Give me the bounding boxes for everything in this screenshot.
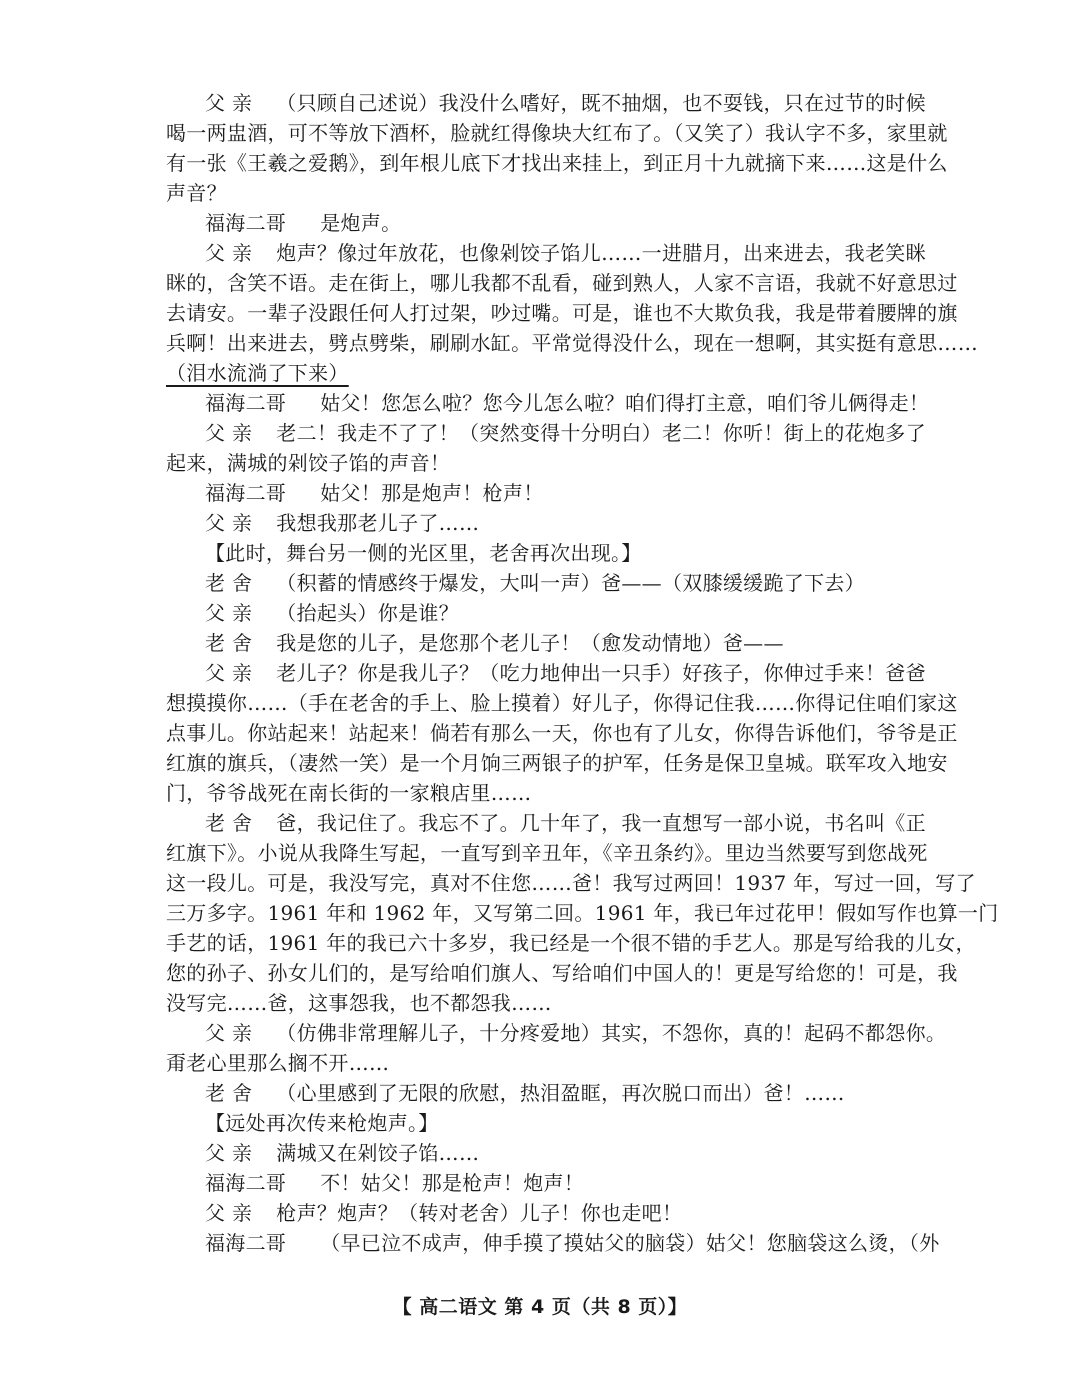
speaker-name: 老 舍: [205, 571, 253, 595]
script-line: [166, 866, 976, 900]
line-text: 【远处再次传来枪炮声。】: [205, 1111, 439, 1135]
speaker-name: 父 亲: [205, 1021, 253, 1045]
script-line: [205, 596, 459, 630]
script-line: [166, 956, 958, 990]
line-text: 有一张《王羲之爱鹅》，到年根儿底下才找出来挂上，到正月十九就摘下来……这是什么: [166, 151, 948, 175]
line-text: 老二！我走不了了！（突然变得十分明白）老二！你听！街上的花炮多了: [276, 421, 926, 445]
script-line: [205, 416, 926, 450]
line-text: 姑父！那是炮声！枪声！: [320, 481, 544, 505]
script-line: [166, 986, 552, 1020]
speaker-name: 父 亲: [205, 241, 253, 265]
line-text: 老儿子？你是我儿子？（吃力地伸出一只手）好孩子，你伸过手来！爸爸: [276, 661, 926, 685]
script-line: [166, 776, 531, 810]
line-text: 门，爷爷战死在南长街的一家粮店里……: [166, 781, 532, 805]
line-text: 三万多字。1961 年和 1962 年，又写第二回。1961 年，我已年过花甲！假如写作也算一门: [166, 901, 999, 925]
line-text: 没写完……爸，这事怨我，也不都怨我……: [166, 991, 552, 1015]
line-text: 我想我那老儿子了……: [276, 511, 480, 535]
stage-direction: [205, 536, 642, 570]
script-line: [166, 296, 958, 330]
line-text: 枪声？炮声？（转对老舍）儿子！你也走吧！: [276, 1201, 683, 1225]
speaker-name: 福海二哥: [205, 1171, 287, 1195]
speaker-name: 父 亲: [205, 91, 253, 115]
line-text: （仿佛非常理解儿子，十分疼爱地）其实，不怨你，真的！起码不都怨你。: [276, 1021, 947, 1045]
script-line: [166, 926, 976, 960]
speaker-name: 父 亲: [205, 1141, 253, 1165]
line-text: 爸，我记住了。我忘不了。几十年了，我一直想写一部小说，书名叫《正: [276, 811, 926, 835]
script-line: [166, 716, 958, 750]
speaker-name: 福海二哥: [205, 391, 287, 415]
script-line: [205, 626, 784, 660]
line-text: 点事儿。你站起来！站起来！倘若有那么一天，你也有了儿女，你得告诉他们，爷爷是正: [166, 721, 958, 745]
underlined-stage-direction: [166, 356, 349, 390]
script-line: [166, 686, 958, 720]
script-line: [166, 266, 958, 300]
script-line: [166, 746, 948, 780]
script-line: [205, 506, 479, 540]
line-text: （积蓄的情感终于爆发，大叫一声）爸——（双膝缓缓跪了下去）: [276, 571, 865, 595]
line-text: 您的孙子、孙女儿们的，是写给咱们旗人、写给咱们中国人的！更是写给您的！可是，我: [166, 961, 958, 985]
script-line: [166, 326, 978, 360]
script-line: [205, 206, 401, 240]
line-text: 声音？: [166, 181, 227, 205]
script-line: [166, 116, 948, 150]
script-line: [205, 1196, 682, 1230]
script-line: [205, 1076, 845, 1110]
script-line: [205, 386, 929, 420]
line-text: 手艺的话，1961 年的我已六十多岁，我已经是一个很不错的手艺人。那是写给我的儿女，: [166, 931, 976, 955]
script-line: [205, 1166, 584, 1200]
script-line: [205, 476, 544, 510]
speaker-name: 福海二哥: [205, 211, 287, 235]
script-line: [166, 1046, 389, 1080]
script-line: [205, 1226, 940, 1260]
stage-direction: [205, 1106, 439, 1140]
line-text: 兵啊！出来进去，劈点劈柴，刷刷水缸。平常觉得没什么，现在一想啊，其实挺有意思……: [166, 331, 978, 355]
line-text: 去请安。一辈子没跟任何人打过架，吵过嘴。可是，谁也不大欺负我，我是带着腰牌的旗: [166, 301, 958, 325]
line-text: 眯的，含笑不语。走在街上，哪儿我都不乱看，碰到熟人，人家不言语，我就不好意思过: [166, 271, 958, 295]
speaker-name: 父 亲: [205, 1201, 253, 1225]
line-text: 这一段儿。可是，我没写完，真对不住您……爸！我写过两回！1937 年，写过一回，写了: [166, 871, 976, 895]
speaker-name: 父 亲: [205, 421, 253, 445]
line-text: 甭老心里那么搁不开……: [166, 1051, 390, 1075]
script-line: [166, 896, 999, 930]
line-text: 喝一两盅酒，可不等放下酒杯，脸就红得像块大红布了。（又笑了）我认字不多，家里就: [166, 121, 948, 145]
line-text: 【此时，舞台另一侧的光区里，老舍再次出现。】: [205, 541, 642, 565]
line-text: （只顾自己述说）我没什么嗜好，既不抽烟，也不耍钱，只在过节的时候: [276, 91, 926, 115]
line-text: 姑父！您怎么啦？您今儿怎么啦？咱们得打主意，咱们爷儿俩得走！: [320, 391, 930, 415]
speaker-name: 老 舍: [205, 631, 253, 655]
script-line: [205, 86, 926, 120]
speaker-name: 老 舍: [205, 1081, 253, 1105]
speaker-name: 福海二哥: [205, 1231, 287, 1255]
line-text: 炮声？像过年放花，也像剁饺子馅儿……一进腊月，出来进去，我老笑眯: [276, 241, 926, 265]
speaker-name: 老 舍: [205, 811, 253, 835]
page-footer: 【 高二语文 第 4 页（共 8 页）】: [392, 1296, 688, 1318]
line-text: 满城又在剁饺子馅……: [276, 1141, 480, 1165]
speaker-name: 父 亲: [205, 511, 253, 535]
line-text: （早已泣不成声，伸手摸了摸姑父的脑袋）姑父！您脑袋这么烫，（外: [320, 1231, 940, 1255]
line-text: 红旗的旗兵，（凄然一笑）是一个月饷三两银子的护军，任务是保卫皇城。联军攻入地安: [166, 751, 948, 775]
script-line: [205, 1136, 479, 1170]
script-line: [205, 806, 926, 840]
speaker-name: 父 亲: [205, 601, 253, 625]
line-text: （心里感到了无限的欣慰，热泪盈眶，再次脱口而出）爸！……: [276, 1081, 845, 1105]
script-line: [205, 656, 926, 690]
line-text: 起来，满城的剁饺子馅的声音！: [166, 451, 451, 475]
script-line: [205, 566, 865, 600]
speaker-name: 福海二哥: [205, 481, 287, 505]
script-line: [205, 1016, 946, 1050]
script-line: [166, 446, 450, 480]
speaker-name: 父 亲: [205, 661, 253, 685]
line-text: （抬起头）你是谁？: [276, 601, 459, 625]
line-text: 想摸摸你……（手在老舍的手上、脸上摸着）好儿子，你得记住我……你得记住咱们家这: [166, 691, 958, 715]
line-text: 是炮声。: [320, 211, 402, 235]
script-line: [205, 236, 926, 270]
script-line: [166, 176, 227, 210]
line-text: 不！姑父！那是枪声！炮声！: [320, 1171, 585, 1195]
script-line: [166, 146, 948, 180]
line-text: （泪水流淌了下来）: [166, 361, 349, 385]
script-line: [166, 836, 928, 870]
line-text: 我是您的儿子，是您那个老儿子！（愈发动情地）爸——: [276, 631, 784, 655]
line-text: 红旗下》。小说从我降生写起，一直写到辛丑年，《辛丑条约》。里边当然要写到您战死: [166, 841, 928, 865]
